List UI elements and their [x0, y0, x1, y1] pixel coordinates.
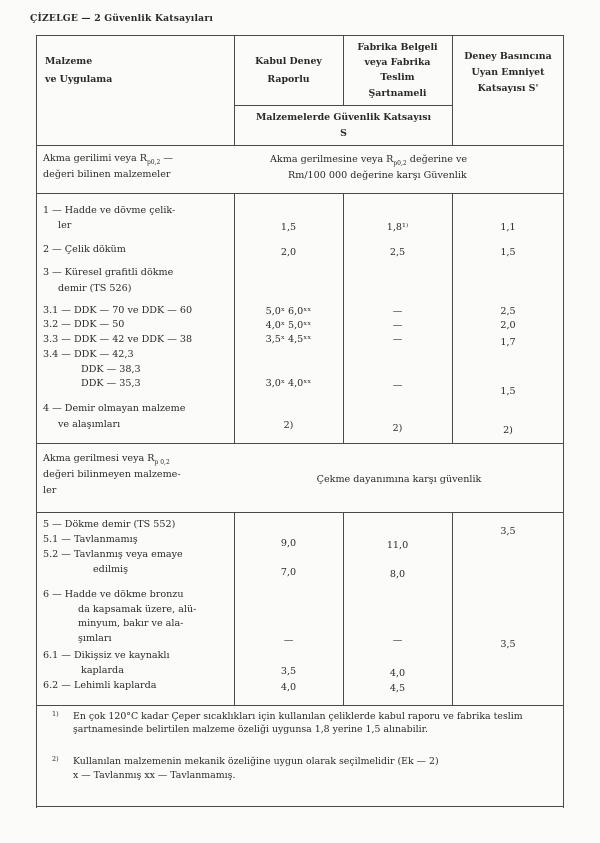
row-3-4-kabul: 3,0ˣ 4,0ˣˣ: [265, 378, 312, 389]
row-5-1-kabul: 9,0: [280, 538, 297, 549]
rule-header: [234, 105, 453, 106]
table-border-top: [36, 35, 564, 36]
row-3-label-l2: demir (TS 526): [58, 283, 132, 294]
row-3-1-label: 3.1 — DDK — 70 ve DDK — 60: [43, 305, 193, 316]
header-kabul-l1: Kabul Deney: [255, 56, 322, 67]
header-deney-l2: Uyan Emniyet: [471, 67, 545, 78]
row-3-2-kabul: 4,0ˣ 5,0ˣˣ: [265, 320, 312, 331]
page-title: ÇİZELGE — 2 Güvenlik Katsayıları: [30, 13, 214, 24]
row-6-2-fabrika: 4,5: [389, 683, 406, 694]
rule-section2: [36, 512, 564, 513]
row-6-deney: 3,5: [500, 639, 516, 650]
header-kabul-l2: Raporlu: [267, 74, 310, 85]
section1-span-sub: p0,2: [393, 159, 407, 167]
row-2-kabul: 2,0: [280, 247, 297, 258]
row-3-4-label: 3.4 — DDK — 42,3: [43, 349, 134, 360]
rule-footnotes: [36, 705, 564, 706]
header-deney-l1: Deney Basıncına: [464, 51, 552, 62]
row-6-label-l3: minyum, bakır ve ala-: [78, 618, 184, 629]
row-1-kabul: 1,5: [280, 222, 297, 233]
row-3-2-fabrika: —: [392, 320, 403, 331]
row-3-3-fabrika: —: [392, 334, 403, 345]
row-6-1-fabrika: 4,0: [389, 668, 406, 679]
footnote-1-text: En çok 120°C kadar Çeper sıcaklıkları için kullanılan çeliklerde kabul raporu ve fabrika teslim şartnamesinde belirtilen malzeme özeliği uygunsa 1,8 yerine 1,5 alınabilir.: [73, 711, 523, 735]
row-6-label-l1: 6 — Hadde ve dökme bronzu: [43, 589, 184, 600]
header-guvenlik-l1: Malzemelerde Güvenlik Katsayısı: [255, 112, 432, 123]
rule-section1: [36, 193, 564, 194]
row-6-fabrika: —: [392, 635, 403, 646]
row-5-2-label-l1: 5.2 — Tavlanmış veya emaye: [43, 549, 183, 560]
footnote-2-text: Kullanılan malzemenin mekanik özeliğine uygun olarak seçilmelidir (Ek — 2): [73, 756, 439, 767]
footnote-2-mark: 2): [52, 755, 59, 763]
header-fabrika-l1: Fabrika Belgeli: [357, 42, 438, 53]
row-3-3-label: 3.3 — DDK — 42 ve DDK — 38: [43, 334, 193, 345]
rule-section2-top: [36, 443, 564, 444]
table-border-bottom: [36, 806, 564, 807]
row-6-label-l4: şımları: [78, 633, 112, 644]
header-fabrika-l3: Teslim: [380, 72, 415, 83]
footnote-2-text2: x — Tavlanmış xx — Tavlanmamış.: [73, 770, 236, 781]
row-5-1-label: 5.1 — Tavlanmamış: [43, 534, 138, 545]
row-4-label-l2: ve alaşımları: [58, 419, 121, 430]
row-6-1-label-l1: 6.1 — Dikişsiz ve kaynaklı: [43, 650, 170, 661]
row-3-1-deney: 2,5: [500, 306, 516, 317]
col-divider-3c: [452, 512, 453, 705]
row-3-label-l1: 3 — Küresel grafitli dökme: [43, 267, 174, 278]
row-3-2-label: 3.2 — DDK — 50: [43, 319, 125, 330]
section1-label-l1: Akma gerilimi veya $R_{p0,2}$ —: [43, 153, 173, 166]
row-3-1-fabrika: —: [392, 306, 403, 317]
row-4-kabul: 2): [283, 420, 294, 431]
row-4-label-l1: 4 — Demir olmayan malzeme: [43, 403, 186, 414]
section1-label-sub: p0,2: [146, 158, 161, 166]
row-4-deney: 2): [503, 425, 513, 436]
row-4-fabrika: 2): [392, 423, 403, 434]
section2-label-sub: p 0,2: [154, 458, 170, 466]
row-2-label-l1: 2 — Çelik döküm: [43, 244, 126, 255]
section2-label-l3: ler: [43, 485, 57, 496]
row-3-4c-label: DDK — 35,3: [81, 378, 141, 389]
header-deney-l3: Katsayısı S': [477, 83, 539, 94]
section2-label-l2: değeri bilinmeyen malzeme-: [43, 469, 181, 480]
header-fabrika-l4: Şartnameli: [368, 88, 427, 99]
row-5-deney: 3,5: [500, 526, 516, 537]
row-2-fabrika: 2,5: [389, 247, 406, 258]
row-5-label: 5 — Dökme demir (TS 552): [43, 519, 176, 530]
section2-label-l1: Akma gerilmesi veya $R_{p 0,2}$: [43, 453, 170, 466]
row-6-2-kabul: 4,0: [280, 682, 297, 693]
section1-span-l2: Rm/100 000 değerine karşı Güvenlik: [288, 170, 467, 181]
section2-span: Çekme dayanımına karşı güvenlik: [316, 474, 482, 485]
row-3-3-deney: 1,7: [500, 337, 516, 348]
header-material-l1: Malzeme: [45, 56, 93, 67]
row-3-3-kabul: 3,5ˣ 4,5ˣˣ: [265, 334, 312, 345]
header-fabrika-l2: veya Fabrika: [364, 57, 431, 68]
row-1-fabrika: 1,8¹⁾: [386, 222, 409, 233]
rule-header-bottom: [36, 145, 564, 146]
row-1-deney: 1,1: [500, 222, 516, 233]
footnote-1-mark: 1): [52, 710, 59, 718]
section1-span-l1: Akma gerilmesine veya $R_{p0,2}$ değerine ve: [270, 154, 468, 167]
row-5-2-label-l2: edilmiş: [93, 564, 129, 575]
row-1-label-l1: 1 — Hadde ve dövme çelik-: [43, 205, 176, 216]
row-6-1-kabul: 3,5: [280, 666, 297, 677]
table-border-right: [563, 35, 564, 808]
row-3-1-kabul: 5,0ˣ 6,0ˣˣ: [265, 306, 312, 317]
row-2-deney: 1,5: [500, 247, 516, 258]
row-6-kabul: —: [283, 635, 294, 646]
row-5-1-fabrika: 11,0: [386, 540, 409, 551]
row-3-4-deney: 1,5: [500, 386, 516, 397]
row-5-2-fabrika: 8,0: [389, 569, 406, 580]
row-1-label-l2: ler: [58, 220, 72, 231]
table-border-left: [36, 35, 37, 808]
row-5-2-kabul: 7,0: [280, 567, 297, 578]
row-3-4b-label: DDK — 38,3: [81, 364, 141, 375]
header-material-l2: ve Uygulama: [45, 74, 113, 85]
row-6-label-l2: da kapsamak üzere, alü-: [78, 604, 197, 615]
row-6-2-label: 6.2 — Lehimli kaplarda: [43, 680, 157, 691]
row-6-1-label-l2: kaplarda: [81, 665, 124, 676]
row-3-4-fabrika: —: [392, 380, 403, 391]
section1-label-l2: değeri bilinen malzemeler: [43, 169, 171, 180]
row-3-2-deney: 2,0: [500, 320, 516, 331]
header-guvenlik-l2: S: [340, 128, 347, 139]
